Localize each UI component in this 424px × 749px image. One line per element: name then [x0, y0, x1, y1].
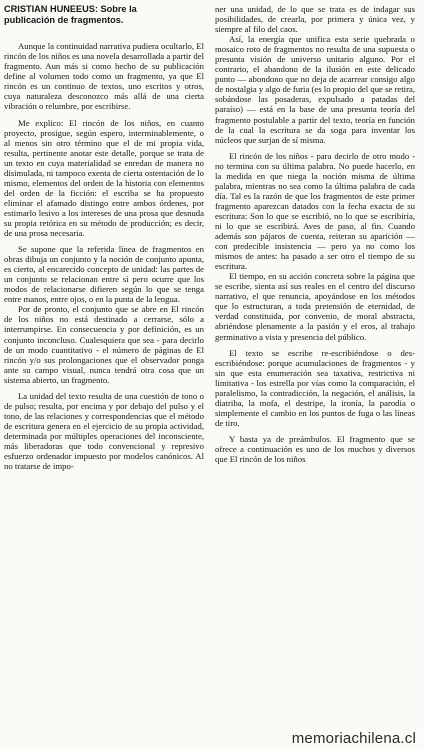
left-paragraph-3: Se supone que la referida línea de fragmentos en obras dibuja un conjunto y la noción de conjunto apunta, es cierto, al encarecido concepto de unidad: las partes de un conjunto se relacionan entre sí pero ocurre que los modos de relacionarse difieren según lo que se tenga entre manos, entre ojos, o en la punta de la lengua. [4, 244, 204, 305]
right-paragraph-3: El rincón de los niños - para decirlo de otro modo - no termina con su última palabra. No puede hacerlo, en la medida en que niega la noción misma de última palabra, mientras no sea como la última palabra de cada día. Tal es la razón de que los fragmentos de este primer fragmento aparezcan datados con la fecha exacta de su escritura: Son lo que se escribió, no lo que se escribiría, ni lo que se escribirá. Aves de paso, al fin. Cuando además son pájaros de cuenta, reiteran su aparición — con predecible insistencia — pero ya no como los mismos de antes: ha pasado a ser otro el tiempo de su escritura. [215, 150, 415, 272]
left-column [4, 4, 204, 471]
article-heading-line2: publicación de fragmentos. [4, 14, 124, 25]
right-paragraph-5: El texto se escribe re-escribiéndose o des-escribiéndose: porque acumulaciones de fragmentos - y sin que esta enumeración sea taxativa, restrictiva ni limitativa - los estrella por vías como la comparación, el paralelismo, la contradicción, la negación, el análisis, la diatriba, la mofa, el destripe, la ironía, la parodia o simplemente el cambio en los puntos de fuga o las líneas de tiro. [215, 347, 415, 428]
article-heading-line1: CRISTIAN HUNEEUS: Sobre la [4, 4, 137, 14]
right-paragraph-1: ner una unidad, de lo que se trata es de indagar sus posibilidades, de crearla, por primera y única vez, y siempre al filo del caos. [215, 4, 415, 35]
left-paragraph-1: Aunque la continuidad narrativa pudiera ocultarlo, El rincón de los niños es una novela desarrollada a partir del fragmento. Aun más si como hecho de su publicación define al volumen todo como un fragmento, ya que El rincón es un continuo de textos, uno escritos y otros, cuya naturaleza desconozco más allá de una cierta vibración o relumbre, por escribirse. [4, 41, 204, 112]
site-watermark: memoriachilena.cl [291, 730, 416, 747]
left-paragraph-5: La unidad del texto resulta de una cuestión de tono o de pulso; resulta, por encima y por debajo del pulso y el tono, de las relaciones y correspondencias que el método de escritura genera en el ejercicio de su propia actividad, determinada por múltiples operaciones del inconsciente, más liberadoras que todo convencional y represivo esfuerzo ordenador impuesto por modelos canónicos. Al no tratarse de impo- [4, 390, 204, 472]
right-paragraph-2: Así, la energía que unifica esta serie quebrada o mosaico roto de fragmentos no resulta de una supuesta o presunta visión de universo unitario alguno. Por el contrario, el abandono de la ilusión en este delicado punto — abondono que no deja de acarrear consigo algo de nostalgia y algo de furia (es lo propio del que se retira, sobándose las posaderas, expulsado a patadas del paraíso) — está en la base de una presunta teoría del fragmento postulable a partir del texto, teoría en función de la cual la escritura se da soga para inventar los núcleos que surjan de sí misma. [215, 34, 415, 145]
left-paragraph-2: Me explico: El rincón de los niños, en cuanto proyecto, prosigue, según espero, interminablemente, o al menos sin otro término que el de mi propia vida, resulta, pertinente anotar este detalle, porque se trata de un texto en cuya materialidad se enredan de manera no disimulada, ni tampoco exenta de cierta ostentación de lo mismo, elementos del orden de la historia con elementos del orden de la ficción: el escriba se ha propuesto eliminar el afamado distingo entre ambos órdenes, por estimarlo lesivo a los intereses de una prosa que desnuda su propia retórica en su método de producción; es decir, de una prosa necesaria. [4, 117, 204, 239]
right-paragraph-6: Y basta ya de preámbulos. El fragmento que se ofrece a continuación es uno de los muchos y diversos que El rincón de los niños [215, 433, 415, 465]
right-column [215, 4, 415, 464]
left-paragraph-4: Por de pronto, el conjunto que se abre en El rincón de los niños no está destinado a cerrarse, sólo a interrumpirse. En consecuencia y por definición, es un conjunto inconcluso. Cualesquiera que sea - para decirlo de un modo cuantitativo - el número de páginas de El rincón y/o sus prolongaciones que el observador ponga ante su campo visual, nunca tendrá otra cosa que un sistema abierto, un fragmento. [4, 304, 204, 385]
right-paragraph-4: El tiempo, en su acción concreta sobre la página que se escribe, sienta así sus reales en el centro del discurso narrativo, el que renuncia, apoyándose en los métodos que lo estructuran, a toda pretensión de eternidad, de verdad constituida, por convenio, de moral abstracta, abriéndose plenamente a la pasión y el eros, al trabajo germinativo a vista y presencia del público. [215, 271, 415, 342]
